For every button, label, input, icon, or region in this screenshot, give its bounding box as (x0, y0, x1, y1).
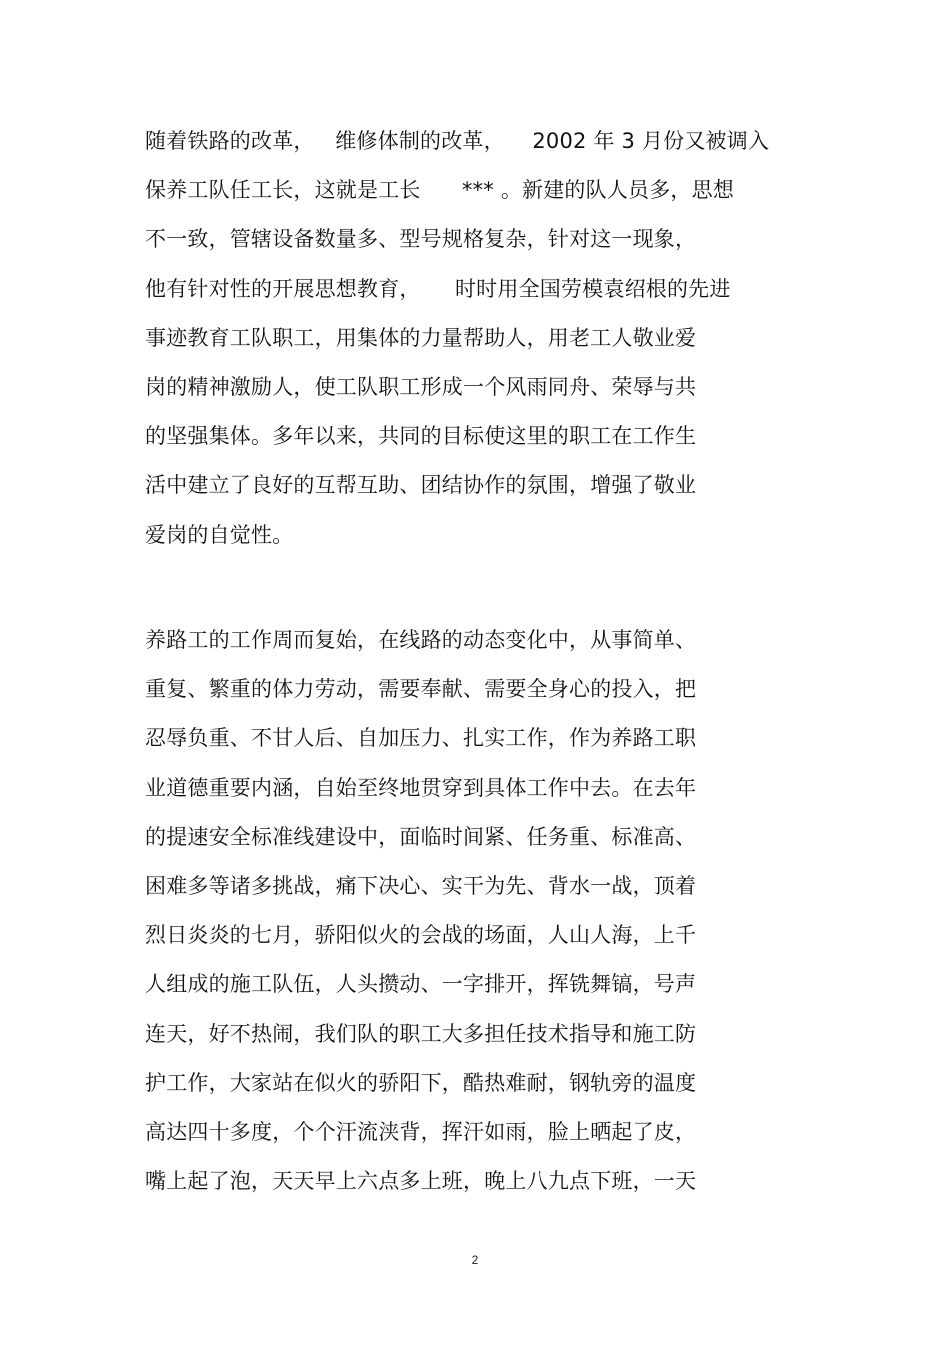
paragraph-line: 的提速安全标准线建设中，面临时间紧、任务重、标准高、 (145, 824, 697, 849)
paragraph-line: 活中建立了良好的互帮互助、团结协作的氛围，增强了敬业 (145, 473, 697, 498)
page-number: 2 (471, 1253, 479, 1267)
paragraph-line: 业道德重要内涵，自始至终地贯穿到具体工作中去。在去年 (145, 775, 697, 800)
paragraph-1 (145, 117, 825, 560)
paragraph-line: 他有针对性的开展思想教育， 时时用全国劳模袁绍根的先进 (145, 276, 731, 301)
paragraph-line: 保养工队任工长，这就是工长 *** 。新建的队人员多，思想 (145, 178, 735, 203)
paragraph-line: 高达四十多度，个个汗流浃背，挥汗如雨，脸上晒起了皮， (145, 1119, 697, 1144)
paragraph-line: 养路工的工作周而复始，在线路的动态变化中，从事简单、 (145, 628, 697, 652)
paragraph-line: 困难多等诸多挑战，痛下决心、实干为先、背水一战，顶着 (145, 873, 697, 898)
paragraph-line: 人组成的施工队伍，人头攒动、一字排开，挥铣舞镐，号声 (145, 972, 697, 997)
paragraph-line: 护工作，大家站在似火的骄阳下，酷热难耐，钢轨旁的温度 (145, 1070, 697, 1095)
paragraph-line: 忍辱负重、不甘人后、自加压力、扎实工作，作为养路工职 (145, 726, 697, 751)
paragraph-line: 重复、繁重的体力劳动，需要奉献、需要全身心的投入，把 (145, 677, 697, 702)
paragraph-line: 嘴上起了泡，天天早上六点多上班，晚上八九点下班，一天 (145, 1169, 697, 1194)
paragraph-line: 的坚强集体。多年以来，共同的目标使这里的职工在工作生 (145, 424, 697, 449)
paragraph-line: 爱岗的自觉性。 (145, 522, 294, 547)
paragraph-line: 烈日炎炎的七月，骄阳似火的会战的场面，人山人海，上千 (145, 923, 697, 948)
paragraph-line: 随着铁路的改革， 维修体制的改革， 2002 年 3 月份又被调入 (145, 129, 770, 153)
paragraph-2 (145, 616, 825, 1206)
paragraph-line: 事迹教育工队职工，用集体的力量帮助人，用老工人敬业爱 (145, 325, 697, 350)
paragraph-line: 岗的精神激励人，使工队职工形成一个风雨同舟、荣辱与共 (145, 374, 697, 399)
paragraph-line: 连天，好不热闹，我们队的职工大多担任技术指导和施工防 (145, 1021, 697, 1046)
paragraph-line: 不一致，管辖设备数量多、型号规格复杂，针对这一现象， (145, 227, 697, 252)
